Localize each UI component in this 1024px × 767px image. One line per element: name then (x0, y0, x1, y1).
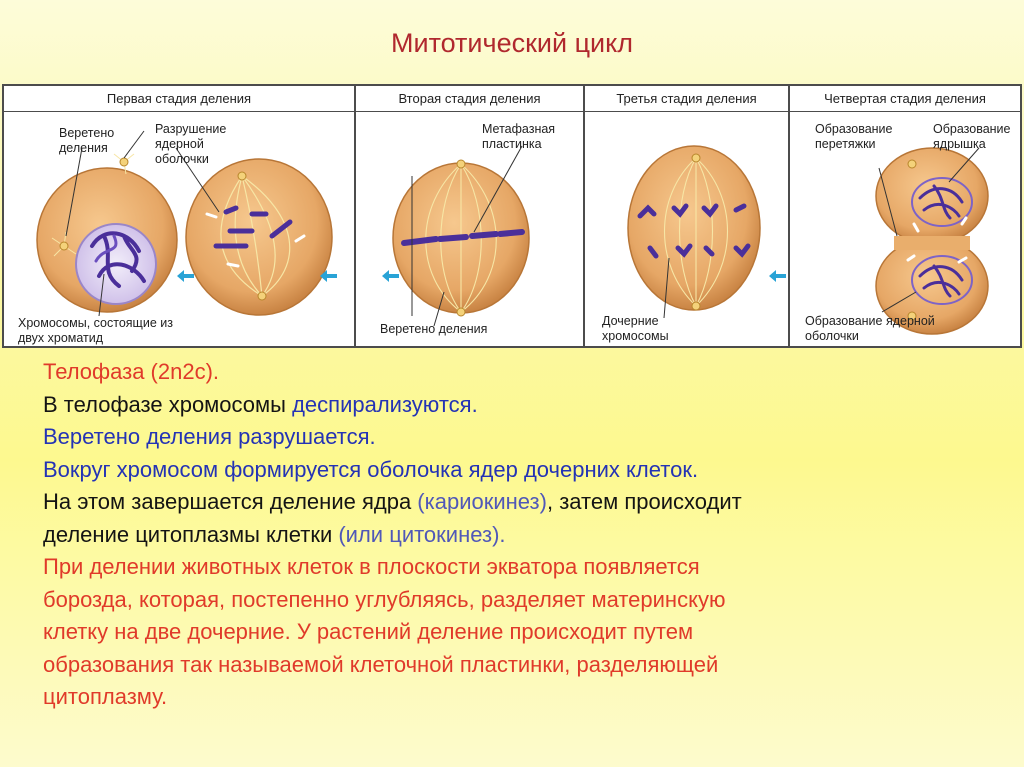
telophase-description (43, 356, 1003, 714)
red-line-1: При делении животных клеток в плоскости экватора появляется (43, 554, 700, 579)
label-metaphase-plate: Метафазная пластинка (482, 122, 556, 151)
text-l2-b: деспирализуются. (292, 391, 478, 417)
red-line-4: образования так называемой клеточной пластинки, разделяющей (43, 651, 719, 677)
red-line-5: цитоплазму. (43, 684, 168, 709)
text-line-3: Веретено деления разрушается. (43, 424, 376, 449)
text-l5-a: На этом завершается деление ядра (43, 489, 418, 514)
text-l2-a: В телофазе хромосомы (43, 391, 293, 417)
label-nuclear-envelope: Образование ядерной оболочки (805, 314, 935, 343)
text-l6-a: деление цитоплазмы клетки (43, 521, 339, 547)
label-nuclear-breakdown: Разрушение ядерной оболочки (155, 122, 227, 166)
arrow-1 (177, 270, 194, 282)
prometaphase-cell (176, 148, 332, 315)
text-l5-c: , затем происходит (546, 489, 742, 514)
stage-4-header: Четвертая стадия деления (790, 86, 1020, 112)
arrow-4 (769, 270, 786, 282)
label-chromosomes-chromatids: Хромосомы, состоящие из двух хроматид (18, 316, 173, 345)
stage-1-header: Первая стадия деления (4, 86, 354, 112)
mitosis-figure (2, 84, 1022, 348)
stage-2-header: Вторая стадия деления (356, 86, 583, 112)
red-line-2: борозда, которая, постепенно углубляясь, разделяет материнскую (43, 586, 726, 612)
label-nucleolus: Образование ядрышка (933, 122, 1011, 151)
telophase-cells (876, 148, 988, 334)
red-line-3: клетку на две дочерние. У растений деление происходит путем (43, 619, 694, 644)
page-title: Митотический цикл (391, 28, 633, 58)
text-line-4: Вокруг хромосом формируется оболочка ядер дочерних клеток. (43, 456, 699, 482)
metaphase-cell (393, 146, 529, 326)
label-spindle: Веретено деления (59, 126, 115, 155)
label-spindle-bottom: Веретено деления (380, 322, 488, 336)
text-line-2 (43, 389, 1003, 422)
label-daughter-chromosomes: Дочерние хромосомы (602, 314, 669, 343)
stage-3-header: Третья стадия деления (585, 86, 788, 112)
telophase-heading: Телофаза (2n2c). (43, 359, 220, 384)
label-constriction: Образование перетяжки (815, 122, 893, 151)
text-l5-b: (кариокинез) (417, 489, 547, 514)
text-line-5 (43, 486, 1003, 519)
arrow-3 (382, 270, 399, 282)
text-line-6 (43, 519, 1003, 552)
anaphase-cell (628, 146, 760, 318)
text-l6-b: (или цитокинез). (338, 521, 506, 547)
